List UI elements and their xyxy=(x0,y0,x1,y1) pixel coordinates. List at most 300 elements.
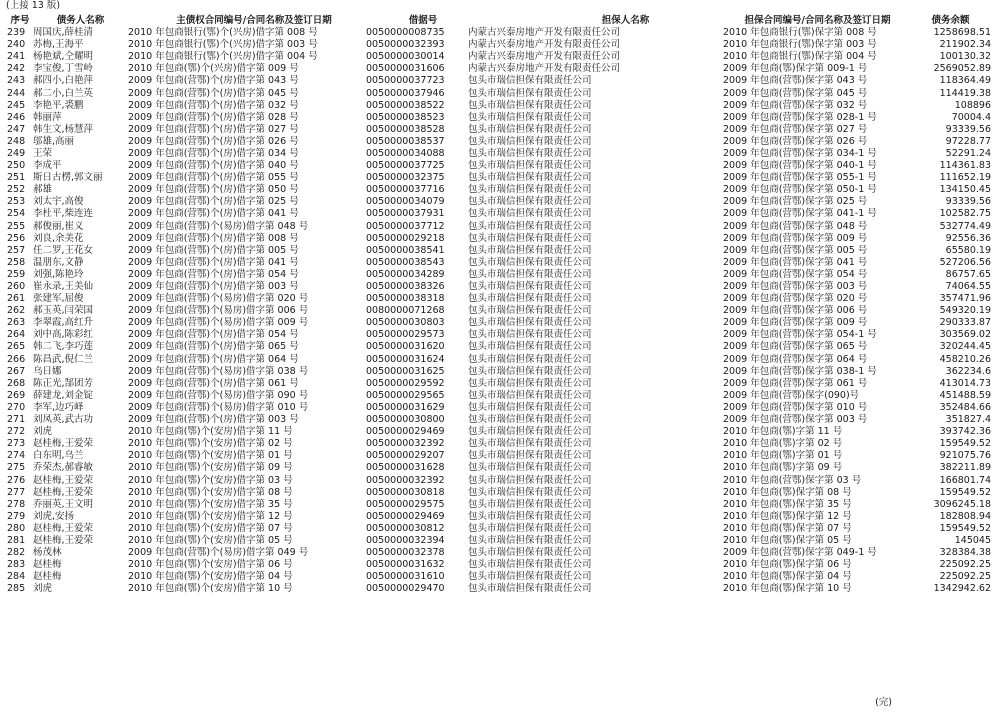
cell-serial-no: 259 xyxy=(7,268,26,280)
cell-debtor-name: 任二罗,王花女 xyxy=(33,244,94,256)
cell-main-contract: 2009 年包商(营鄂)个(房)借字第 054 号 xyxy=(128,329,299,341)
cell-debt-balance: 166801.74 xyxy=(939,474,991,486)
cell-serial-no: 242 xyxy=(7,63,26,75)
cell-debtor-name: 薛建龙,刘金锭 xyxy=(33,389,94,401)
cell-loan-receipt-no: 0050000030803 xyxy=(366,317,445,329)
cell-debt-balance: 357471.96 xyxy=(939,293,991,305)
cell-guarantee-contract: 2009 年包商(营鄂)保字第 026 号 xyxy=(723,135,868,147)
cell-serial-no: 264 xyxy=(7,329,26,341)
cell-guarantee-contract: 2010 年包商(鄂)保字第 07 号 xyxy=(723,522,852,534)
cell-guarantor-name: 包头市瑞信担保有限责任公司 xyxy=(468,426,592,438)
cell-guarantee-contract: 2010 年包商(鄂)保字第 04 号 xyxy=(723,571,852,583)
cell-guarantor-name: 内蒙古兴泰房地产开发有限责任公司 xyxy=(468,27,621,39)
cell-main-contract: 2009 年包商(营鄂)个(房)借字第 028 号 xyxy=(128,111,299,123)
cell-debtor-name: 杨艳斌,仝耀明 xyxy=(33,51,94,63)
table-row xyxy=(4,462,994,474)
cell-main-contract: 2009 年包商(营鄂)个(房)借字第 064 号 xyxy=(128,353,299,365)
cell-guarantee-contract: 2009 年包商(营鄂)保字第 049-1 号 xyxy=(723,547,877,559)
cell-guarantor-name: 包头市瑞信担保有限责任公司 xyxy=(468,317,592,329)
cell-guarantee-contract: 2010 年包商(鄂)字第 09 号 xyxy=(723,462,843,474)
cell-debtor-name: 郝玉英,闫荣国 xyxy=(33,305,94,317)
table-row xyxy=(4,100,994,112)
cell-guarantor-name: 包头市瑞信担保有限责任公司 xyxy=(468,389,592,401)
cell-guarantor-name: 包头市瑞信担保有限责任公司 xyxy=(468,293,592,305)
cell-main-contract: 2010 年包商(鄂)个(安房)借字第 06 号 xyxy=(128,559,293,571)
cell-loan-receipt-no: 0050000029470 xyxy=(366,583,445,595)
cell-debtor-name: 赵桂梅,王爱荣 xyxy=(33,522,94,534)
cell-main-contract: 2009 年包商(营鄂)个(房)借字第 041 号 xyxy=(128,208,299,220)
cell-main-contract: 2009 年包商(营鄂)个(易房)借字第 009 号 xyxy=(128,317,309,329)
cell-loan-receipt-no: 0050000030014 xyxy=(366,51,445,63)
cell-debtor-name: 韩丽萍 xyxy=(33,111,62,123)
cell-serial-no: 284 xyxy=(7,571,26,583)
cell-debtor-name: 刘太宇,高俊 xyxy=(33,196,84,208)
cell-main-contract: 2009 年包商(营鄂)个(房)借字第 025 号 xyxy=(128,196,299,208)
cell-guarantee-contract: 2009 年包商(营鄂)保字第 040-1 号 xyxy=(723,160,877,172)
cell-loan-receipt-no: 0050000038318 xyxy=(366,293,445,305)
cell-main-contract: 2010 年包商(鄂)个(安房)借字第 35 号 xyxy=(128,498,293,510)
cell-guarantee-contract: 2010 年包商(鄂)保字第 12 号 xyxy=(723,510,852,522)
cell-guarantee-contract: 2009 年包商(营鄂)保字第 064 号 xyxy=(723,353,868,365)
cell-guarantor-name: 包头市瑞信担保有限责任公司 xyxy=(468,220,592,232)
cell-debt-balance: 74064.55 xyxy=(945,281,991,293)
cell-guarantor-name: 包头市瑞信担保有限责任公司 xyxy=(468,147,592,159)
cell-guarantee-contract: 2010 年包商银行(鄂)保字第 004 号 xyxy=(723,51,877,63)
cell-guarantor-name: 包头市瑞信担保有限责任公司 xyxy=(468,123,592,135)
cell-debtor-name: 乔丽英,王文明 xyxy=(33,498,94,510)
table-row xyxy=(4,438,994,450)
header-loan-receipt-no: 借据号 xyxy=(408,15,438,26)
cell-debt-balance: 1342942.62 xyxy=(933,583,991,595)
cell-debt-balance: 134150.45 xyxy=(939,184,991,196)
cell-debt-balance: 111652.19 xyxy=(939,172,991,184)
cell-serial-no: 243 xyxy=(7,75,26,87)
cell-main-contract: 2010 年包商银行(鄂)个(兴房)借字第 004 号 xyxy=(128,51,318,63)
cell-loan-receipt-no: 0050000037716 xyxy=(366,184,445,196)
cell-serial-no: 268 xyxy=(7,377,26,389)
cell-guarantor-name: 包头市瑞信担保有限责任公司 xyxy=(468,486,592,498)
cell-guarantor-name: 包头市瑞信担保有限责任公司 xyxy=(468,268,592,280)
cell-main-contract: 2010 年包商(鄂)个(安房)借字第 02 号 xyxy=(128,438,293,450)
table-row xyxy=(4,136,994,148)
cell-debt-balance: 114361.83 xyxy=(939,160,991,172)
table-row xyxy=(4,366,994,378)
debt-table xyxy=(4,11,994,595)
cell-main-contract: 2009 年包商(营鄂)个(房)借字第 061 号 xyxy=(128,377,299,389)
cell-guarantee-contract: 2009 年包商(营鄂)保字第 006 号 xyxy=(723,305,868,317)
cell-guarantor-name: 内蒙古兴泰房地产开发有限责任公司 xyxy=(468,39,621,51)
cell-main-contract: 2009 年包商(营鄂)个(易房)借字第 049 号 xyxy=(128,547,309,559)
cell-debt-balance: 97228.77 xyxy=(945,135,991,147)
cell-debtor-name: 郝四小,白艳萍 xyxy=(33,75,94,87)
table-row xyxy=(4,426,994,438)
cell-debtor-name: 韩生文,杨慧萍 xyxy=(33,123,94,135)
cell-guarantor-name: 包头市瑞信担保有限责任公司 xyxy=(468,353,592,365)
cell-main-contract: 2009 年包商(营鄂)个(易房)借字第 048 号 xyxy=(128,220,309,232)
cell-debtor-name: 乔荣杰,郝睿敏 xyxy=(33,462,94,474)
cell-debtor-name: 斯日古楞,郭文丽 xyxy=(33,172,103,184)
cell-serial-no: 252 xyxy=(7,184,26,196)
cell-debt-balance: 532774.49 xyxy=(939,220,991,232)
cell-loan-receipt-no: 0050000031606 xyxy=(366,63,445,75)
cell-guarantee-contract: 2010 年包商(鄂)字第 02 号 xyxy=(723,438,843,450)
cell-debtor-name: 张建军,屈俊 xyxy=(33,293,84,305)
table-header-row xyxy=(4,11,994,27)
cell-main-contract: 2009 年包商(营鄂)个(房)借字第 055 号 xyxy=(128,172,299,184)
cell-debt-balance: 93339.56 xyxy=(945,123,991,135)
table-row xyxy=(4,547,994,559)
table-row xyxy=(4,160,994,172)
table-row xyxy=(4,583,994,595)
cell-serial-no: 244 xyxy=(7,87,26,99)
cell-loan-receipt-no: 0050000037712 xyxy=(366,220,445,232)
cell-debtor-name: 郝雄 xyxy=(33,184,53,196)
cell-loan-receipt-no: 0080000071268 xyxy=(366,305,445,317)
cell-serial-no: 239 xyxy=(7,27,26,39)
header-debtor-name: 债务人名称 xyxy=(56,15,105,26)
cell-loan-receipt-no: 0050000032392 xyxy=(366,474,445,486)
cell-main-contract: 2009 年包商(营鄂)个(易房)借字第 020 号 xyxy=(128,293,309,305)
cell-serial-no: 273 xyxy=(7,438,26,450)
cell-debtor-name: 李军,边巧峄 xyxy=(33,401,84,413)
cell-main-contract: 2009 年包商(营鄂)个(房)借字第 034 号 xyxy=(128,147,299,159)
cell-guarantor-name: 包头市瑞信担保有限责任公司 xyxy=(468,184,592,196)
header-main-contract: 主债权合同编号/合同名称及签订日期 xyxy=(176,15,332,26)
cell-debtor-name: 韩二飞,李巧莲 xyxy=(33,341,94,353)
cell-loan-receipt-no: 0050000030812 xyxy=(366,522,445,534)
cell-guarantee-contract: 2009 年包商(营鄂)保字第 050-1 号 xyxy=(723,184,877,196)
cell-debt-balance: 159549.52 xyxy=(939,438,991,450)
cell-main-contract: 2010 年包商(鄂)个(安房)借字第 07 号 xyxy=(128,522,293,534)
table-row xyxy=(4,523,994,535)
cell-guarantor-name: 包头市瑞信担保有限责任公司 xyxy=(468,534,592,546)
cell-loan-receipt-no: 0050000038523 xyxy=(366,111,445,123)
cell-serial-no: 272 xyxy=(7,426,26,438)
cell-debt-balance: 1258698.51 xyxy=(933,27,991,39)
cell-loan-receipt-no: 0050000031610 xyxy=(366,571,445,583)
cell-debt-balance: 2569052.89 xyxy=(933,63,991,75)
cell-debtor-name: 崔永录,王美仙 xyxy=(33,281,94,293)
cell-guarantee-contract: 2010 年包商(鄂)保字第 08 号 xyxy=(723,486,852,498)
table-row xyxy=(4,511,994,523)
cell-loan-receipt-no: 0050000032392 xyxy=(366,438,445,450)
table-row xyxy=(4,269,994,281)
table-row xyxy=(4,245,994,257)
cell-debt-balance: 527206.56 xyxy=(939,256,991,268)
cell-debt-balance: 413014.73 xyxy=(939,377,991,389)
cell-main-contract: 2010 年包商(鄂)个(安房)借字第 12 号 xyxy=(128,510,293,522)
cell-debt-balance: 225092.25 xyxy=(939,571,991,583)
cell-loan-receipt-no: 0050000038528 xyxy=(366,123,445,135)
cell-debt-balance: 362234.6 xyxy=(945,365,991,377)
cell-loan-receipt-no: 0050000037931 xyxy=(366,208,445,220)
cell-loan-receipt-no: 0050000037946 xyxy=(366,87,445,99)
cell-serial-no: 251 xyxy=(7,172,26,184)
cell-serial-no: 267 xyxy=(7,365,26,377)
cell-debt-balance: 100130.32 xyxy=(939,51,991,63)
cell-main-contract: 2010 年包商(鄂)个(安房)借字第 10 号 xyxy=(128,583,293,595)
cell-loan-receipt-no: 0050000031624 xyxy=(366,353,445,365)
table-row xyxy=(4,354,994,366)
cell-guarantor-name: 包头市瑞信担保有限责任公司 xyxy=(468,172,592,184)
cell-debtor-name: 温朋东,文静 xyxy=(33,256,84,268)
cell-guarantor-name: 包头市瑞信担保有限责任公司 xyxy=(468,462,592,474)
cell-guarantor-name: 包头市瑞信担保有限责任公司 xyxy=(468,329,592,341)
cell-loan-receipt-no: 0050000034079 xyxy=(366,196,445,208)
cell-serial-no: 283 xyxy=(7,559,26,571)
cell-main-contract: 2009 年包商(营鄂)个(房)借字第 040 号 xyxy=(128,160,299,172)
cell-main-contract: 2009 年包商(营鄂)个(房)借字第 050 号 xyxy=(128,184,299,196)
cell-main-contract: 2009 年包商(营鄂)个(房)借字第 041 号 xyxy=(128,256,299,268)
cell-debt-balance: 352484.66 xyxy=(939,401,991,413)
cell-serial-no: 254 xyxy=(7,208,26,220)
cell-debt-balance: 451488.59 xyxy=(939,389,991,401)
cell-loan-receipt-no: 0050000029592 xyxy=(366,377,445,389)
cell-serial-no: 278 xyxy=(7,498,26,510)
cell-serial-no: 269 xyxy=(7,389,26,401)
cell-loan-receipt-no: 0050000029573 xyxy=(366,329,445,341)
table-row xyxy=(4,305,994,317)
cell-serial-no: 271 xyxy=(7,414,26,426)
table-row xyxy=(4,39,994,51)
cell-guarantee-contract: 2009 年包商(营鄂)保字第 043 号 xyxy=(723,75,868,87)
table-row xyxy=(4,221,994,233)
table-row xyxy=(4,571,994,583)
cell-serial-no: 245 xyxy=(7,99,26,111)
end-note: (完) xyxy=(875,697,892,708)
cell-guarantee-contract: 2009 年包商(营鄂)保字第 038-1 号 xyxy=(723,365,877,377)
continued-from-note: (上接 13 版) xyxy=(6,0,61,11)
cell-main-contract: 2010 年包商(鄂)个(安房)借字第 01 号 xyxy=(128,450,293,462)
cell-debt-balance: 393742.36 xyxy=(939,426,991,438)
table-row xyxy=(4,474,994,486)
cell-debtor-name: 刘虎,安扬 xyxy=(33,510,75,522)
cell-guarantee-contract: 2009 年包商(营鄂)保字第 054-1 号 xyxy=(723,329,877,341)
cell-guarantor-name: 包头市瑞信担保有限责任公司 xyxy=(468,208,592,220)
cell-serial-no: 261 xyxy=(7,293,26,305)
cell-main-contract: 2009 年包商(营鄂)个(房)借字第 054 号 xyxy=(128,268,299,280)
cell-serial-no: 255 xyxy=(7,220,26,232)
cell-loan-receipt-no: 0050000038543 xyxy=(366,256,445,268)
cell-guarantee-contract: 2009 年包商(营鄂)保字第 028-1 号 xyxy=(723,111,877,123)
cell-guarantor-name: 包头市瑞信担保有限责任公司 xyxy=(468,438,592,450)
cell-debtor-name: 陈正光,郜团芳 xyxy=(33,377,94,389)
cell-guarantee-contract: 2009 年包商(营鄂)保字(090)号 xyxy=(723,389,860,401)
cell-loan-receipt-no: 0050000031632 xyxy=(366,559,445,571)
cell-main-contract: 2009 年包商(营鄂)个(房)借字第 032 号 xyxy=(128,99,299,111)
cell-main-contract: 2010 年包商银行(鄂)个(兴房)借字第 008 号 xyxy=(128,27,318,39)
table-row xyxy=(4,51,994,63)
cell-loan-receipt-no: 0050000038522 xyxy=(366,99,445,111)
cell-loan-receipt-no: 0050000034289 xyxy=(366,268,445,280)
cell-guarantor-name: 包头市瑞信担保有限责任公司 xyxy=(468,341,592,353)
cell-serial-no: 285 xyxy=(7,583,26,595)
cell-loan-receipt-no: 0050000031620 xyxy=(366,341,445,353)
cell-main-contract: 2010 年包商(鄂)个(安房)借字第 09 号 xyxy=(128,462,293,474)
cell-guarantor-name: 包头市瑞信担保有限责任公司 xyxy=(468,547,592,559)
cell-serial-no: 249 xyxy=(7,147,26,159)
cell-guarantee-contract: 2010 年包商(鄂)保字第 06 号 xyxy=(723,559,852,571)
cell-serial-no: 270 xyxy=(7,401,26,413)
cell-main-contract: 2010 年包商(鄂)个(安房)借字第 05 号 xyxy=(128,534,293,546)
table-row xyxy=(4,233,994,245)
cell-serial-no: 248 xyxy=(7,135,26,147)
cell-debt-balance: 118364.49 xyxy=(939,75,991,87)
cell-guarantor-name: 包头市瑞信担保有限责任公司 xyxy=(468,75,592,87)
table-row xyxy=(4,172,994,184)
cell-main-contract: 2010 年包商(鄂)个(安房)借字第 08 号 xyxy=(128,486,293,498)
cell-loan-receipt-no: 0050000038537 xyxy=(366,135,445,147)
cell-serial-no: 265 xyxy=(7,341,26,353)
cell-serial-no: 275 xyxy=(7,462,26,474)
cell-debt-balance: 921075.76 xyxy=(939,450,991,462)
cell-debtor-name: 李成平 xyxy=(33,160,62,172)
cell-guarantee-contract: 2010 年包商(营鄂)保字第 03 号 xyxy=(723,474,862,486)
cell-debt-balance: 159549.52 xyxy=(939,486,991,498)
cell-main-contract: 2010 年包商银行(鄂)个(兴房)借字第 003 号 xyxy=(128,39,318,51)
cell-loan-receipt-no: 0050000032378 xyxy=(366,547,445,559)
table-row xyxy=(4,414,994,426)
cell-debtor-name: 刘虎 xyxy=(33,583,53,595)
cell-guarantor-name: 包头市瑞信担保有限责任公司 xyxy=(468,135,592,147)
cell-guarantee-contract: 2009 年包商(营鄂)保字第 054 号 xyxy=(723,268,868,280)
table-row xyxy=(4,341,994,353)
cell-guarantor-name: 包头市瑞信担保有限责任公司 xyxy=(468,99,592,111)
cell-guarantee-contract: 2009 年包商(营鄂)保字第 009 号 xyxy=(723,232,868,244)
cell-serial-no: 262 xyxy=(7,305,26,317)
cell-debt-balance: 65580.19 xyxy=(945,244,991,256)
cell-debt-balance: 3096245.18 xyxy=(933,498,991,510)
cell-serial-no: 280 xyxy=(7,522,26,534)
cell-serial-no: 250 xyxy=(7,160,26,172)
cell-guarantee-contract: 2009 年包商(营鄂)保字第 061 号 xyxy=(723,377,868,389)
cell-guarantee-contract: 2010 年包商(鄂)字第 01 号 xyxy=(723,450,843,462)
table-row xyxy=(4,378,994,390)
cell-serial-no: 263 xyxy=(7,317,26,329)
cell-debtor-name: 王荣 xyxy=(33,147,53,159)
cell-main-contract: 2009 年包商(营鄂)个(易房)借字第 006 号 xyxy=(128,305,309,317)
cell-debt-balance: 458210.26 xyxy=(939,353,991,365)
cell-guarantor-name: 包头市瑞信担保有限责任公司 xyxy=(468,305,592,317)
cell-guarantor-name: 包头市瑞信担保有限责任公司 xyxy=(468,87,592,99)
cell-loan-receipt-no: 0050000038541 xyxy=(366,244,445,256)
cell-main-contract: 2009 年包商(营鄂)个(易房)借字第 038 号 xyxy=(128,365,309,377)
cell-loan-receipt-no: 0050000031625 xyxy=(366,365,445,377)
cell-guarantee-contract: 2009 年包商(营鄂)保字第 041 号 xyxy=(723,256,868,268)
cell-loan-receipt-no: 0050000037725 xyxy=(366,160,445,172)
cell-guarantor-name: 包头市瑞信担保有限责任公司 xyxy=(468,522,592,534)
table-row xyxy=(4,535,994,547)
cell-serial-no: 282 xyxy=(7,547,26,559)
cell-guarantee-contract: 2010 年包商银行(鄂)保字第 008 号 xyxy=(723,27,877,39)
cell-serial-no: 246 xyxy=(7,111,26,123)
cell-serial-no: 240 xyxy=(7,39,26,51)
cell-loan-receipt-no: 0050000032375 xyxy=(366,172,445,184)
table-row xyxy=(4,293,994,305)
cell-guarantor-name: 包头市瑞信担保有限责任公司 xyxy=(468,365,592,377)
cell-guarantee-contract: 2009 年包商(营鄂)保字第 045 号 xyxy=(723,87,868,99)
cell-serial-no: 241 xyxy=(7,51,26,63)
cell-loan-receipt-no: 0050000029469 xyxy=(366,510,445,522)
cell-guarantee-contract: 2009 年包商(营鄂)保字第 003 号 xyxy=(723,281,868,293)
table-row xyxy=(4,257,994,269)
cell-debtor-name: 李艳平,裘鹏 xyxy=(33,99,84,111)
cell-serial-no: 266 xyxy=(7,353,26,365)
cell-serial-no: 257 xyxy=(7,244,26,256)
cell-loan-receipt-no: 0050000037723 xyxy=(366,75,445,87)
cell-loan-receipt-no: 0050000032393 xyxy=(366,39,445,51)
cell-guarantee-contract: 2009 年包商(营鄂)保字第 003 号 xyxy=(723,414,868,426)
table-row xyxy=(4,112,994,124)
cell-guarantee-contract: 2010 年包商(鄂)保字第 10 号 xyxy=(723,583,852,595)
cell-debtor-name: 李宝俊,丁雪岭 xyxy=(33,63,94,75)
cell-main-contract: 2009 年包商(营鄂)个(房)借字第 008 号 xyxy=(128,232,299,244)
cell-debt-balance: 70004.4 xyxy=(951,111,991,123)
cell-guarantee-contract: 2009 年包商(营鄂)保字第 065 号 xyxy=(723,341,868,353)
table-row xyxy=(4,87,994,99)
table-row xyxy=(4,499,994,511)
cell-main-contract: 2009 年包商(营鄂)个(易房)借字第 010 号 xyxy=(128,401,309,413)
table-row xyxy=(4,184,994,196)
cell-serial-no: 276 xyxy=(7,474,26,486)
cell-main-contract: 2010 年包商(鄂)个(兴房)借字第 009 号 xyxy=(128,63,299,75)
cell-debt-balance: 351827.4 xyxy=(945,414,991,426)
cell-main-contract: 2009 年包商(营鄂)个(房)借字第 065 号 xyxy=(128,341,299,353)
cell-guarantor-name: 包头市瑞信担保有限责任公司 xyxy=(468,244,592,256)
table-row xyxy=(4,208,994,220)
cell-loan-receipt-no: 0050000030800 xyxy=(366,414,445,426)
cell-debtor-name: 白东明,乌兰 xyxy=(33,450,84,462)
cell-guarantor-name: 包头市瑞信担保有限责任公司 xyxy=(468,559,592,571)
cell-loan-receipt-no: 0050000029218 xyxy=(366,232,445,244)
cell-main-contract: 2009 年包商(营鄂)个(房)借字第 043 号 xyxy=(128,75,299,87)
cell-debt-balance: 328384.38 xyxy=(939,547,991,559)
cell-guarantee-contract: 2009 年包商(营鄂)保字第 025 号 xyxy=(723,196,868,208)
table-row xyxy=(4,329,994,341)
table-row xyxy=(4,487,994,499)
cell-main-contract: 2009 年包商(营鄂)个(易房)借字第 090 号 xyxy=(128,389,309,401)
cell-loan-receipt-no: 0050000029207 xyxy=(366,450,445,462)
cell-debt-balance: 211902.34 xyxy=(939,39,991,51)
table-row xyxy=(4,559,994,571)
cell-guarantee-contract: 2009 年包商(营鄂)保字第 005 号 xyxy=(723,244,868,256)
cell-main-contract: 2009 年包商(营鄂)个(房)借字第 005 号 xyxy=(128,244,299,256)
cell-guarantor-name: 包头市瑞信担保有限责任公司 xyxy=(468,256,592,268)
cell-main-contract: 2010 年包商(鄂)个(安房)借字第 04 号 xyxy=(128,571,293,583)
cell-debtor-name: 周国庆,薛桂清 xyxy=(33,27,94,39)
cell-loan-receipt-no: 0050000032394 xyxy=(366,534,445,546)
cell-debtor-name: 乌日娜 xyxy=(33,365,62,377)
header-debt-balance: 债务余额 xyxy=(931,15,970,26)
cell-loan-receipt-no: 0050000029469 xyxy=(366,426,445,438)
cell-debt-balance: 382211.89 xyxy=(939,462,991,474)
cell-main-contract: 2010 年包商(鄂)个(安房)借字第 03 号 xyxy=(128,474,293,486)
cell-main-contract: 2009 年包商(营鄂)个(房)借字第 026 号 xyxy=(128,135,299,147)
cell-debtor-name: 赵桂梅,王爱荣 xyxy=(33,534,94,546)
table-row xyxy=(4,148,994,160)
cell-serial-no: 256 xyxy=(7,232,26,244)
table-row xyxy=(4,196,994,208)
table-row xyxy=(4,317,994,329)
cell-serial-no: 258 xyxy=(7,256,26,268)
cell-guarantee-contract: 2009 年包商(营鄂)保字第 055-1 号 xyxy=(723,172,877,184)
cell-debt-balance: 320244.45 xyxy=(939,341,991,353)
cell-guarantor-name: 包头市瑞信担保有限责任公司 xyxy=(468,196,592,208)
cell-serial-no: 277 xyxy=(7,486,26,498)
cell-debtor-name: 刘凤英,武古功 xyxy=(33,414,94,426)
table-row xyxy=(4,450,994,462)
cell-debtor-name: 赵桂梅,王爱荣 xyxy=(33,438,94,450)
